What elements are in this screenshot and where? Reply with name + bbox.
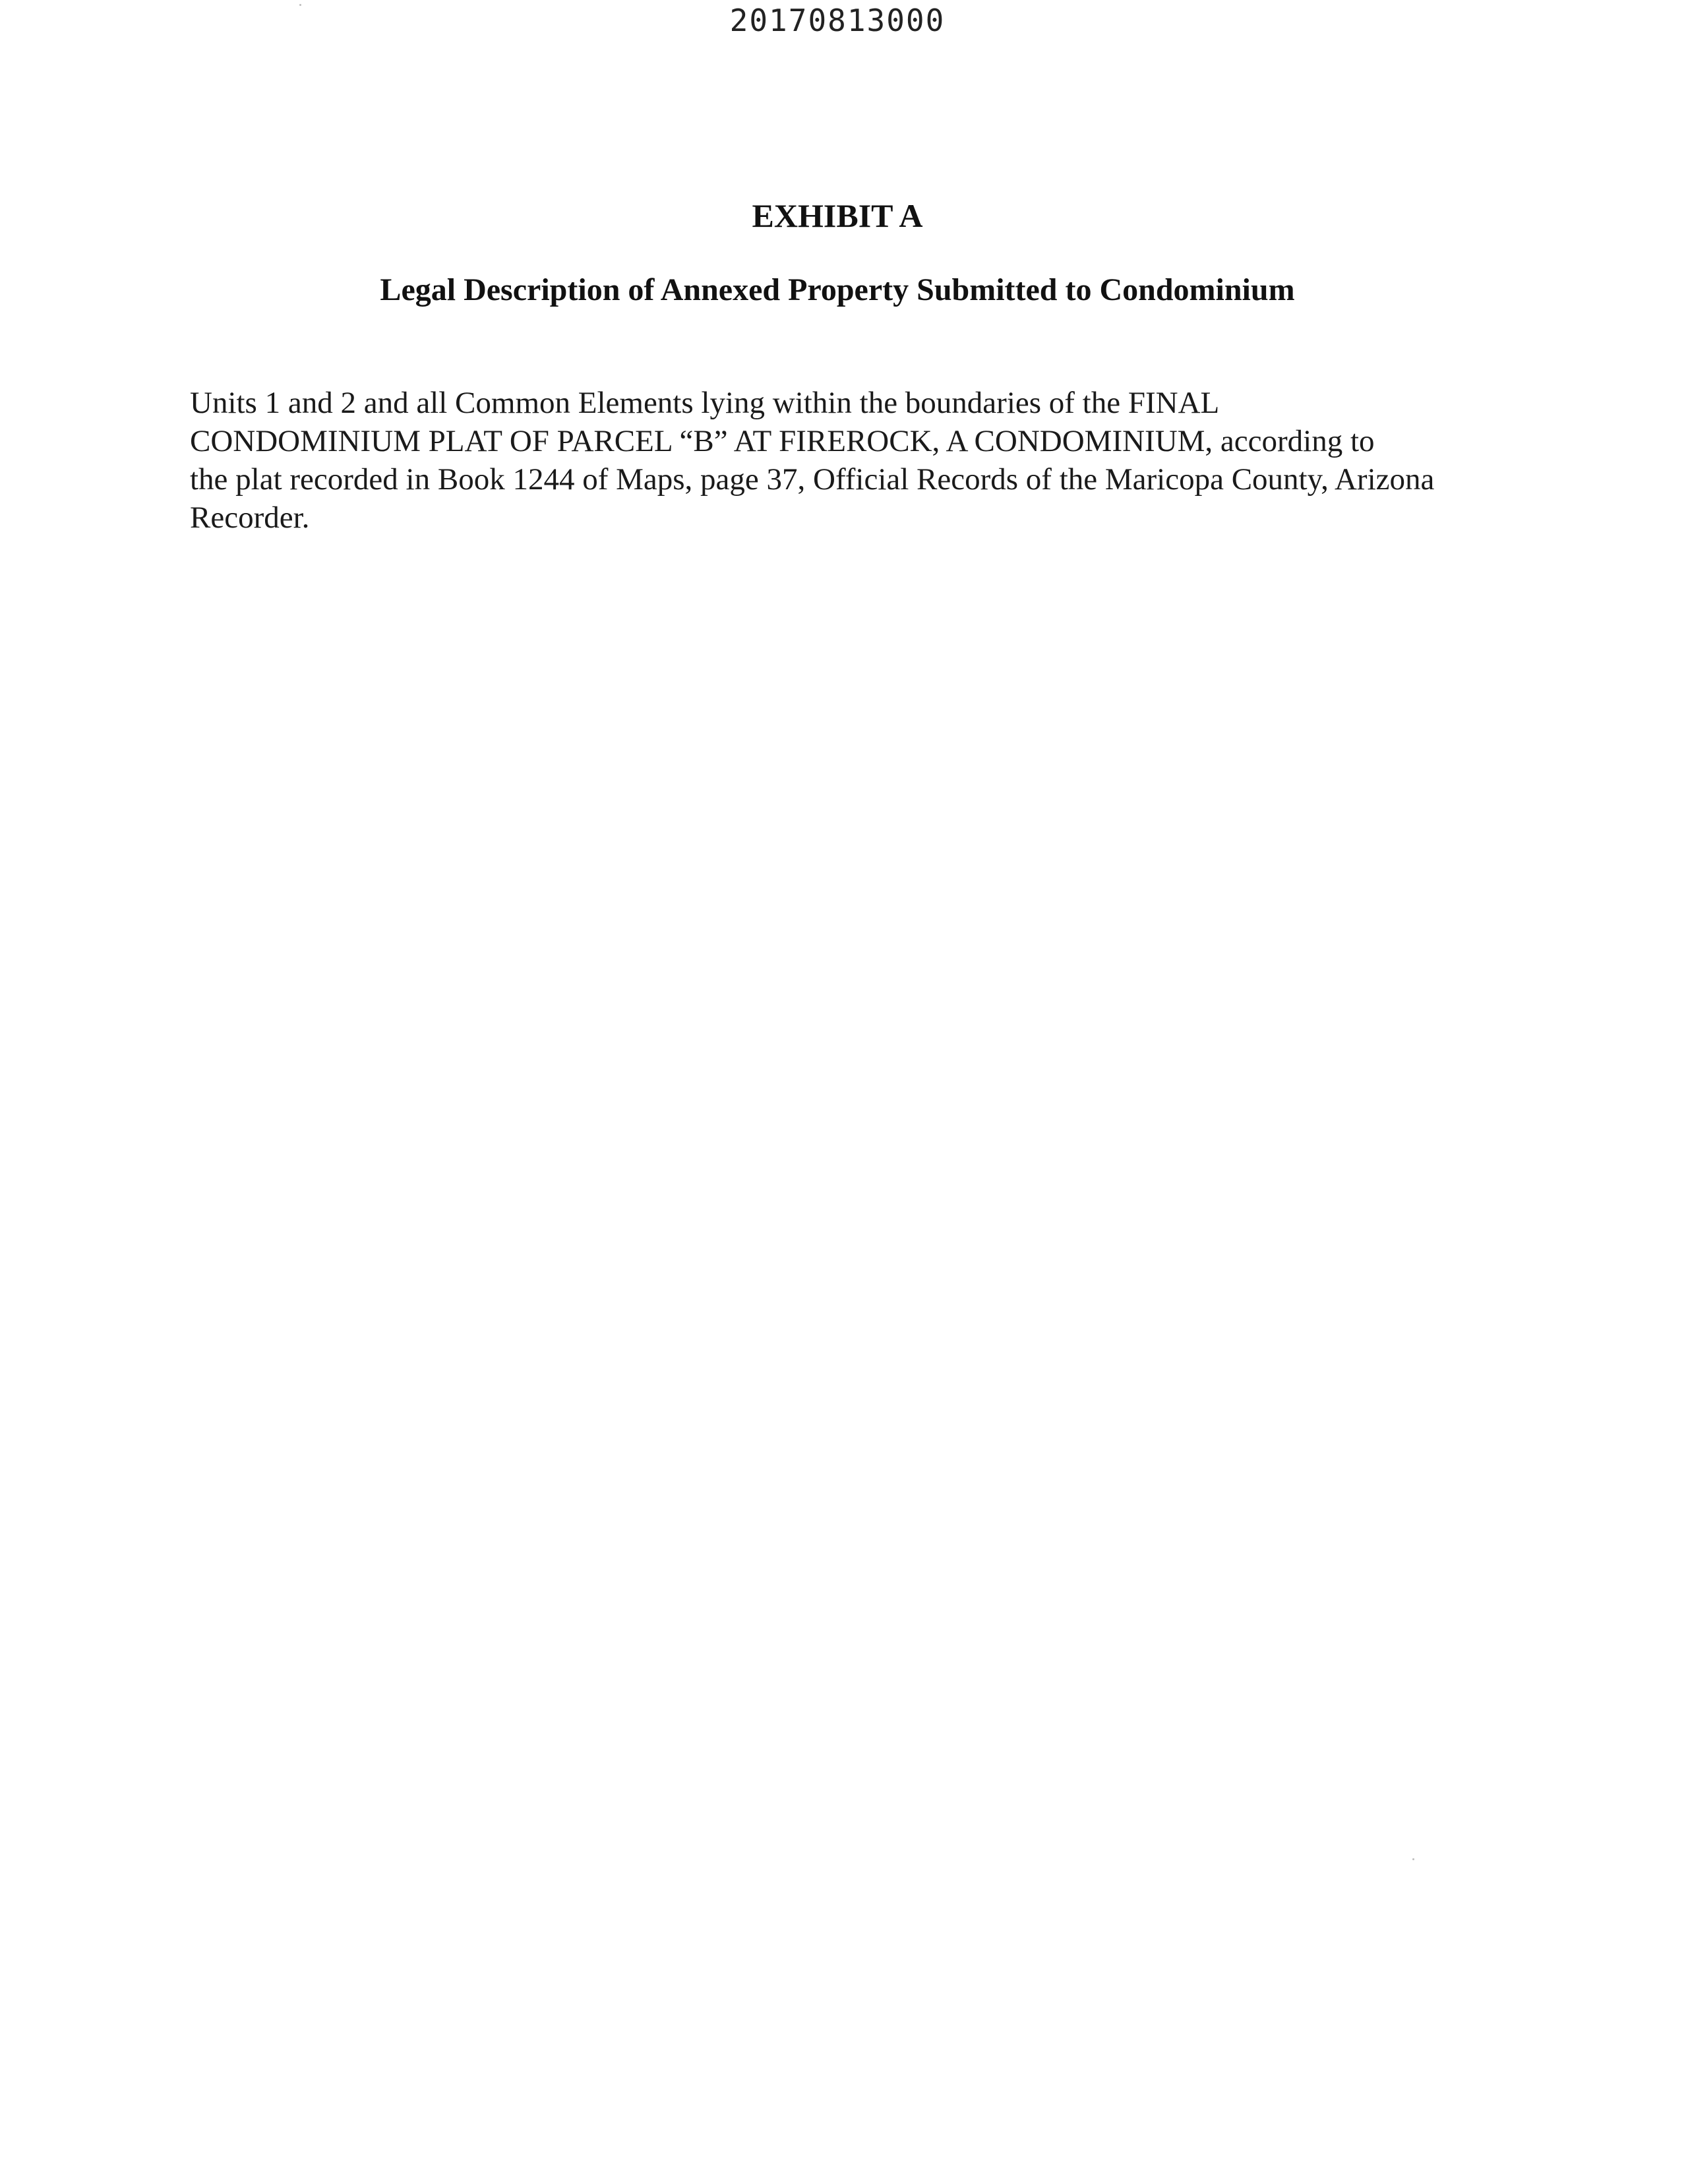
legal-description-line: the plat recorded in Book 1244 of Maps, page 37, Official Records of the Maricopa County, Arizona [190, 462, 1435, 497]
recording-number: 20170813000 [729, 3, 946, 38]
scan-speck [1412, 1858, 1414, 1860]
exhibit-title: EXHIBIT A [752, 197, 923, 234]
scan-speck [299, 4, 301, 6]
legal-description-line: Units 1 and 2 and all Common Elements lying within the boundaries of the FINAL [190, 386, 1220, 420]
exhibit-subtitle: Legal Description of Annexed Property Submitted to Condominium [380, 272, 1295, 307]
legal-description-line: Recorder. [190, 501, 310, 535]
legal-description-line: CONDOMINIUM PLAT OF PARCEL “B” AT FIREROCK, A CONDOMINIUM, according to [190, 424, 1375, 458]
legal-description-paragraph [190, 384, 1509, 537]
